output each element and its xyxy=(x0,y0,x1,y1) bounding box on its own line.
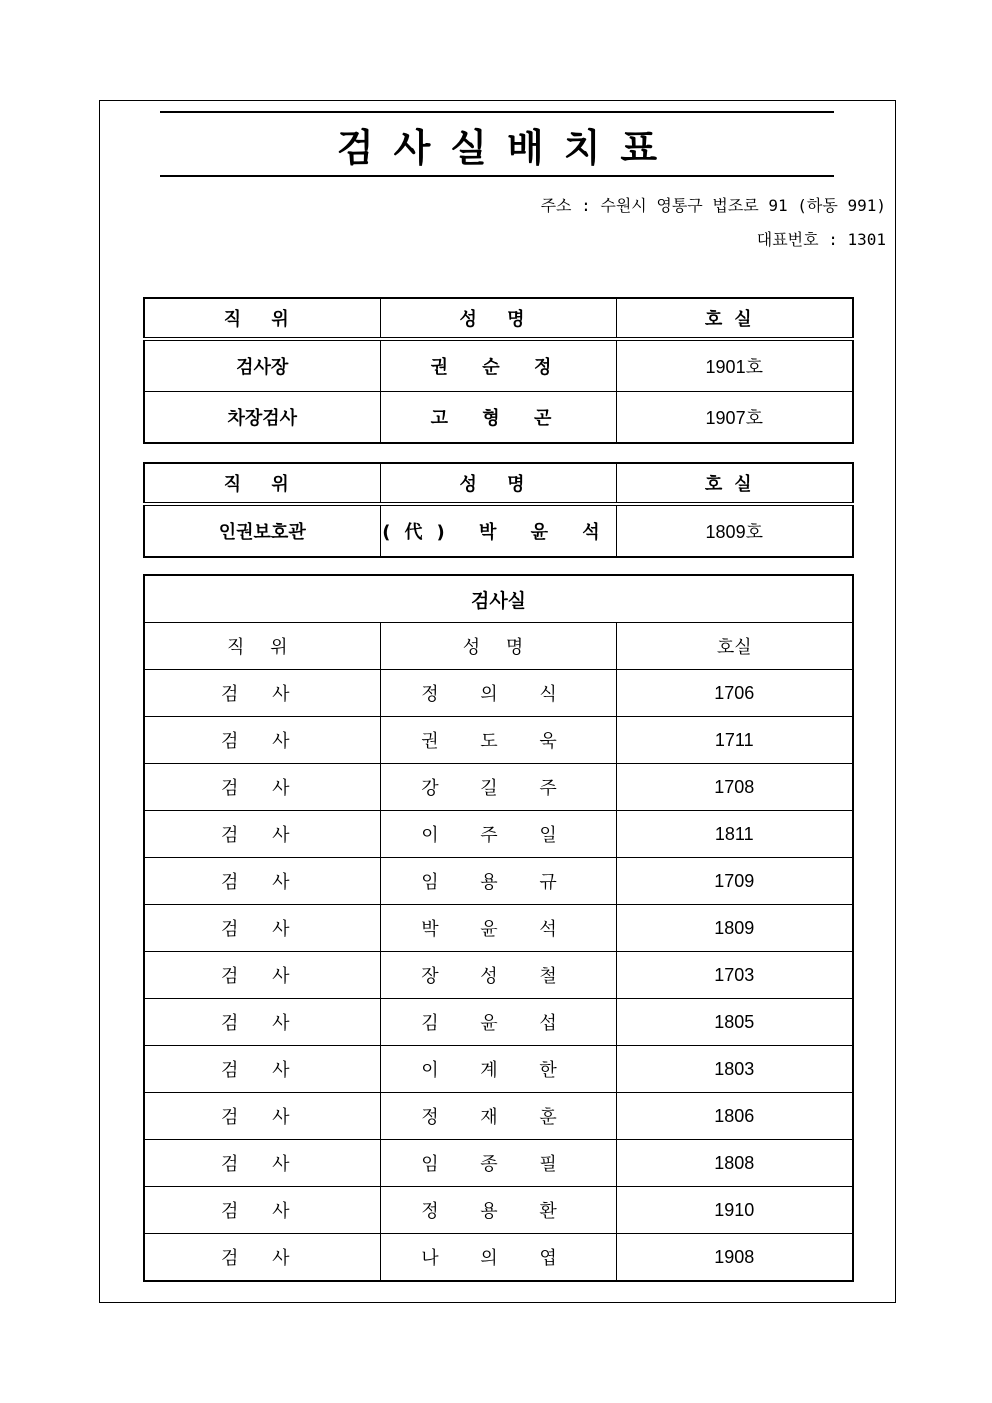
table-row xyxy=(144,811,853,858)
header-room: 호실 xyxy=(616,463,853,504)
position-cell: 검 사 xyxy=(144,717,380,764)
table-row xyxy=(144,392,853,444)
room-cell: 1708 xyxy=(616,764,853,811)
room-cell: 1806 xyxy=(616,1093,853,1140)
position-cell: 검 사 xyxy=(144,999,380,1046)
title-box xyxy=(160,111,834,177)
position-cell: 인권보호관 xyxy=(144,504,380,557)
position-cell: 검사장 xyxy=(144,339,380,392)
name-cell: 정 재 훈 xyxy=(380,1093,616,1140)
table-row xyxy=(144,952,853,999)
position-cell: 검 사 xyxy=(144,670,380,717)
room-cell: 1706 xyxy=(616,670,853,717)
name-cell: 이 계 한 xyxy=(380,1046,616,1093)
address-line: 주소 : 수원시 영통구 법조로 91 (하동 991) xyxy=(540,196,886,215)
room-cell: 1908 xyxy=(616,1234,853,1282)
name-cell: 권 순 정 xyxy=(380,339,616,392)
name-cell: (代) 박 윤 석 xyxy=(380,504,616,557)
table-row xyxy=(144,1140,853,1187)
name-cell: 강 길 주 xyxy=(380,764,616,811)
table-row xyxy=(144,1093,853,1140)
name-cell: 임 종 필 xyxy=(380,1140,616,1187)
name-cell: 박 윤 석 xyxy=(380,905,616,952)
room-cell: 1709 xyxy=(616,858,853,905)
header-room: 호실 xyxy=(616,298,853,339)
table-caption: 검사실 xyxy=(144,575,853,623)
position-cell: 검 사 xyxy=(144,952,380,999)
table-row xyxy=(144,905,853,952)
table-row xyxy=(144,670,853,717)
name-cell: 나 의 엽 xyxy=(380,1234,616,1282)
name-cell: 이 주 일 xyxy=(380,811,616,858)
room-cell: 1711 xyxy=(616,717,853,764)
name-cell: 김 윤 섭 xyxy=(380,999,616,1046)
table-row xyxy=(144,1234,853,1282)
position-cell: 검 사 xyxy=(144,811,380,858)
room-cell: 1910 xyxy=(616,1187,853,1234)
header-position: 직 위 xyxy=(144,298,380,339)
position-cell: 검 사 xyxy=(144,764,380,811)
phone-line: 대표번호 : 1301 xyxy=(756,230,886,249)
prosecutor-rooms-table xyxy=(143,574,854,1282)
position-cell: 검 사 xyxy=(144,905,380,952)
position-cell: 검 사 xyxy=(144,1187,380,1234)
name-cell: 고 형 곤 xyxy=(380,392,616,444)
table-row xyxy=(144,999,853,1046)
header-name: 성 명 xyxy=(380,298,616,339)
table-row xyxy=(144,1187,853,1234)
table-row xyxy=(144,339,853,392)
header-name: 성 명 xyxy=(380,463,616,504)
table-row xyxy=(144,764,853,811)
room-cell: 1803 xyxy=(616,1046,853,1093)
header-name: 성 명 xyxy=(380,623,616,670)
position-cell: 검 사 xyxy=(144,1046,380,1093)
name-cell: 정 의 식 xyxy=(380,670,616,717)
position-cell: 검 사 xyxy=(144,1093,380,1140)
room-cell: 1809 xyxy=(616,905,853,952)
header-position: 직 위 xyxy=(144,463,380,504)
room-cell: 1703 xyxy=(616,952,853,999)
position-cell: 검 사 xyxy=(144,1140,380,1187)
table-row xyxy=(144,858,853,905)
name-cell: 장 성 철 xyxy=(380,952,616,999)
table-body xyxy=(144,670,853,1282)
header-room: 호실 xyxy=(616,623,853,670)
room-cell: 1901호 xyxy=(616,339,853,392)
table-header-row xyxy=(144,623,853,670)
table-header-row xyxy=(144,298,853,339)
name-cell: 정 용 환 xyxy=(380,1187,616,1234)
leadership-table xyxy=(143,297,854,444)
human-rights-table xyxy=(143,462,854,558)
position-cell: 검 사 xyxy=(144,1234,380,1282)
table-row xyxy=(144,717,853,764)
room-cell: 1808 xyxy=(616,1140,853,1187)
table-caption-row xyxy=(144,575,853,623)
header-position: 직 위 xyxy=(144,623,380,670)
table-row xyxy=(144,1046,853,1093)
room-cell: 1811 xyxy=(616,811,853,858)
table-row xyxy=(144,504,853,557)
table-header-row xyxy=(144,463,853,504)
position-cell: 검 사 xyxy=(144,858,380,905)
room-cell: 1809호 xyxy=(616,504,853,557)
room-cell: 1907호 xyxy=(616,392,853,444)
name-cell: 임 용 규 xyxy=(380,858,616,905)
page-title: 검사실배치표 xyxy=(336,125,678,170)
room-cell: 1805 xyxy=(616,999,853,1046)
position-cell: 차장검사 xyxy=(144,392,380,444)
name-cell: 권 도 욱 xyxy=(380,717,616,764)
